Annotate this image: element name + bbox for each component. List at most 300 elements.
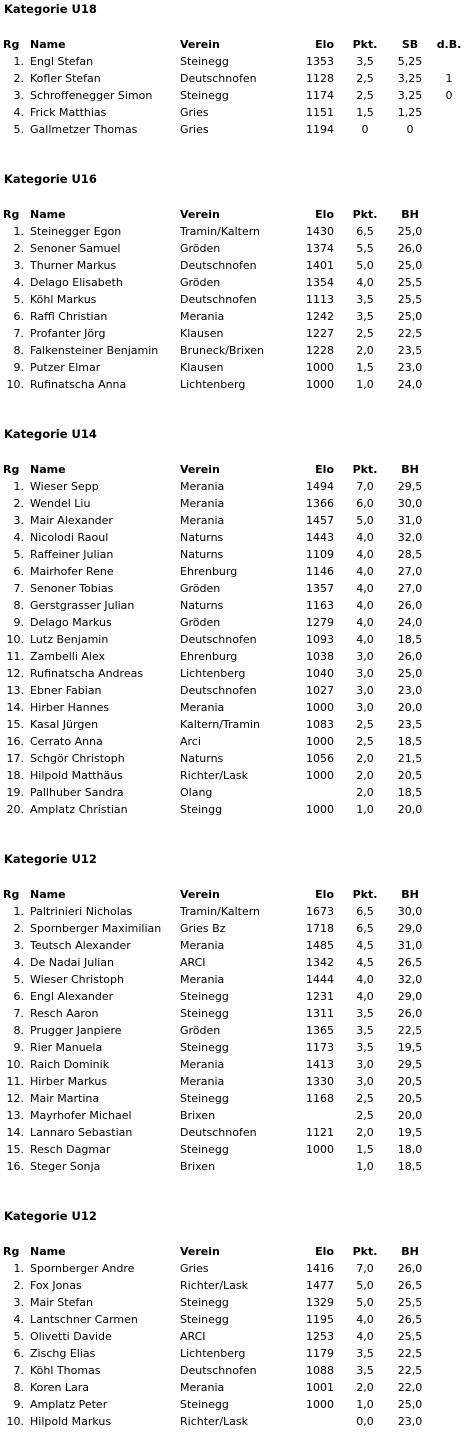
cell-points: 4,5 — [356, 939, 374, 952]
cell-name: Senoner Tobias — [30, 582, 114, 595]
cell-points: 6,5 — [356, 905, 374, 918]
cell-tiebreak: 20,0 — [397, 1109, 423, 1122]
cell-club: Steingg — [180, 803, 223, 816]
table-row — [0, 699, 466, 716]
cell-tiebreak: 22,5 — [397, 327, 423, 340]
cell-name: Resch Dagmar — [30, 1143, 111, 1156]
cell-elo: 1494 — [306, 480, 334, 493]
table-row — [0, 1158, 466, 1175]
cell-rank: 11. — [6, 1075, 24, 1088]
cell-club: Merania — [180, 1058, 225, 1071]
cell-name: Steger Sonja — [30, 1160, 101, 1173]
table-row — [0, 937, 466, 954]
cell-rank: 1. — [13, 905, 24, 918]
table-row — [0, 121, 466, 138]
cell-club: Lichtenberg — [180, 378, 246, 391]
table-row — [0, 1073, 466, 1090]
cell-club: Naturns — [180, 548, 224, 561]
cell-points: 3,5 — [356, 1364, 374, 1377]
cell-points: 1,5 — [356, 1143, 374, 1156]
cell-name: Köhl Thomas — [30, 1364, 101, 1377]
table-header — [0, 206, 466, 223]
cell-tiebreak: 25,0 — [397, 259, 423, 272]
cell-name: Mayrhofer Michael — [30, 1109, 132, 1122]
cell-rank: 14. — [6, 701, 24, 714]
cell-name: Raffeiner Julian — [30, 548, 114, 561]
cell-club: Gröden — [180, 582, 221, 595]
cell-name: Nicolodi Raoul — [30, 531, 109, 544]
table-row — [0, 1277, 466, 1294]
table-row — [0, 529, 466, 546]
table-row — [0, 631, 466, 648]
cell-club: Brixen — [180, 1160, 216, 1173]
cell-tiebreak: 20,5 — [397, 1092, 423, 1105]
cell-elo: 1001 — [306, 1381, 334, 1394]
column-header-points: Pkt. — [352, 463, 378, 476]
table-row — [0, 1039, 466, 1056]
table-row — [0, 733, 466, 750]
cell-points: 4,0 — [356, 1330, 374, 1343]
cell-name: Schgör Christoph — [30, 752, 125, 765]
cell-club: Deutschnofen — [180, 633, 257, 646]
cell-rank: 3. — [13, 1296, 24, 1309]
cell-tiebreak: 23,0 — [397, 1415, 423, 1428]
cell-points: 3,5 — [356, 1024, 374, 1037]
cell-elo: 1000 — [306, 701, 334, 714]
cell-elo: 1253 — [306, 1330, 334, 1343]
cell-club: Steinegg — [180, 1092, 229, 1105]
cell-elo: 1413 — [306, 1058, 334, 1071]
cell-name: Engl Alexander — [30, 990, 114, 1003]
cell-name: Hilpold Markus — [30, 1415, 112, 1428]
cell-tiebreak: 23,0 — [397, 361, 423, 374]
column-header-name: Name — [30, 1245, 66, 1258]
cell-club: Naturns — [180, 531, 224, 544]
column-header-club: Verein — [180, 208, 220, 221]
cell-rank: 1. — [13, 55, 24, 68]
cell-elo: 1040 — [306, 667, 334, 680]
cell-rank: 7. — [13, 1007, 24, 1020]
table-row — [0, 495, 466, 512]
cell-elo: 1374 — [306, 242, 334, 255]
table-row — [0, 920, 466, 937]
cell-points: 5,0 — [356, 1296, 374, 1309]
cell-club: Ehrenburg — [180, 565, 238, 578]
cell-rank: 6. — [13, 310, 24, 323]
cell-tiebreak: 26,0 — [397, 242, 423, 255]
cell-points: 4,5 — [356, 956, 374, 969]
category-title: Kategorie U18 — [4, 2, 97, 16]
table-row — [0, 580, 466, 597]
cell-name: Hirber Hannes — [30, 701, 110, 714]
table-row — [0, 478, 466, 495]
cell-club: Gröden — [180, 276, 221, 289]
column-header-direct-encounter: d.B. — [436, 38, 462, 51]
cell-rank: 4. — [13, 276, 24, 289]
cell-tiebreak: 19,5 — [397, 1126, 423, 1139]
cell-elo: 1168 — [306, 1092, 334, 1105]
cell-rank: 13. — [6, 684, 24, 697]
cell-club: Merania — [180, 939, 225, 952]
cell-club: ARCI — [180, 956, 206, 969]
cell-club: Merania — [180, 310, 225, 323]
cell-rank: 5. — [13, 973, 24, 986]
table-row — [0, 223, 466, 240]
cell-tiebreak: 1,25 — [397, 106, 423, 119]
cell-name: Rier Manuela — [30, 1041, 103, 1054]
category-title: Kategorie U12 — [4, 1209, 97, 1223]
cell-tiebreak: 27,0 — [397, 582, 423, 595]
column-header-elo: Elo — [315, 208, 334, 221]
cell-name: Spornberger Maximilian — [30, 922, 162, 935]
cell-name: Raffl Christian — [30, 310, 108, 323]
cell-club: Gröden — [180, 242, 221, 255]
cell-points: 5,0 — [356, 1279, 374, 1292]
cell-elo: 1477 — [306, 1279, 334, 1292]
cell-club: Steinegg — [180, 1296, 229, 1309]
table-row — [0, 1345, 466, 1362]
cell-elo: 1163 — [306, 599, 334, 612]
column-header-club: Verein — [180, 888, 220, 901]
cell-club: Merania — [180, 514, 225, 527]
table-header — [0, 461, 466, 478]
cell-points: 2,5 — [356, 1092, 374, 1105]
cell-tiebreak: 32,0 — [397, 531, 423, 544]
cell-elo: 1673 — [306, 905, 334, 918]
cell-elo: 1000 — [306, 769, 334, 782]
cell-rank: 3. — [13, 514, 24, 527]
cell-tiebreak: 25,0 — [397, 225, 423, 238]
cell-elo: 1113 — [306, 293, 334, 306]
cell-rank: 9. — [13, 1041, 24, 1054]
cell-club: Steinegg — [180, 1041, 229, 1054]
table-row — [0, 1294, 466, 1311]
table-row — [0, 665, 466, 682]
cell-tiebreak: 26,5 — [397, 1313, 423, 1326]
cell-club: Richter/Lask — [180, 1415, 248, 1428]
table-row — [0, 1022, 466, 1039]
table-row — [0, 954, 466, 971]
cell-club: Olang — [180, 786, 213, 799]
table-row — [0, 1124, 466, 1141]
cell-elo: 1195 — [306, 1313, 334, 1326]
table-row — [0, 784, 466, 801]
column-header-rank: Rg — [3, 38, 20, 51]
cell-club: Steinegg — [180, 1313, 229, 1326]
table-row — [0, 767, 466, 784]
cell-elo: 1416 — [306, 1262, 334, 1275]
cell-rank: 7. — [13, 327, 24, 340]
cell-points: 2,0 — [356, 344, 374, 357]
cell-club: Gröden — [180, 1024, 221, 1037]
cell-club: Klausen — [180, 327, 224, 340]
cell-rank: 5. — [13, 1330, 24, 1343]
cell-points: 4,0 — [356, 616, 374, 629]
cell-rank: 13. — [6, 1109, 24, 1122]
cell-tiebreak: 30,0 — [397, 905, 423, 918]
cell-club: Merania — [180, 480, 225, 493]
cell-club: Lichtenberg — [180, 667, 246, 680]
cell-tiebreak: 28,5 — [397, 548, 423, 561]
cell-rank: 10. — [6, 633, 24, 646]
cell-tiebreak: 20,0 — [397, 701, 423, 714]
cell-name: Gerstgrasser Julian — [30, 599, 135, 612]
cell-points: 2,0 — [356, 1381, 374, 1394]
cell-direct-encounter: 1 — [445, 72, 453, 85]
cell-name: Lantschner Carmen — [30, 1313, 138, 1326]
cell-tiebreak: 29,5 — [397, 480, 423, 493]
cell-tiebreak: 26,0 — [397, 1007, 423, 1020]
cell-rank: 10. — [6, 1415, 24, 1428]
cell-name: Resch Aaron — [30, 1007, 99, 1020]
cell-tiebreak: 32,0 — [397, 973, 423, 986]
cell-club: Gries — [180, 123, 209, 136]
column-header-club: Verein — [180, 38, 220, 51]
cell-club: Deutschnofen — [180, 684, 257, 697]
cell-rank: 16. — [6, 1160, 24, 1173]
cell-elo: 1000 — [306, 1398, 334, 1411]
cell-elo: 1311 — [306, 1007, 334, 1020]
cell-name: Mair Stefan — [30, 1296, 93, 1309]
cell-elo: 1151 — [306, 106, 334, 119]
column-header-name: Name — [30, 38, 66, 51]
cell-elo: 1366 — [306, 497, 334, 510]
cell-points: 1,0 — [356, 1160, 374, 1173]
cell-rank: 5. — [13, 123, 24, 136]
table-row — [0, 53, 466, 70]
cell-club: Deutschnofen — [180, 293, 257, 306]
cell-points: 2,0 — [356, 786, 374, 799]
cell-points: 2,5 — [356, 1109, 374, 1122]
cell-elo: 1444 — [306, 973, 334, 986]
table-row — [0, 1362, 466, 1379]
table-row — [0, 750, 466, 767]
cell-tiebreak: 25,0 — [397, 1398, 423, 1411]
cell-club: Naturns — [180, 752, 224, 765]
column-header-tiebreak: BH — [401, 208, 419, 221]
cell-points: 2,5 — [356, 735, 374, 748]
cell-elo: 1242 — [306, 310, 334, 323]
cell-club: Merania — [180, 497, 225, 510]
cell-rank: 7. — [13, 1364, 24, 1377]
cell-club: Merania — [180, 973, 225, 986]
cell-rank: 2. — [13, 242, 24, 255]
cell-elo: 1329 — [306, 1296, 334, 1309]
cell-points: 3,5 — [356, 55, 374, 68]
cell-elo: 1330 — [306, 1075, 334, 1088]
cell-name: Delago Elisabeth — [30, 276, 123, 289]
cell-elo: 1174 — [306, 89, 334, 102]
cell-points: 3,5 — [356, 1041, 374, 1054]
cell-elo: 1000 — [306, 803, 334, 816]
cell-club: Gries Bz — [180, 922, 226, 935]
cell-name: Kasal Jürgen — [30, 718, 99, 731]
column-header-points: Pkt. — [352, 888, 378, 901]
cell-name: Lannaro Sebastian — [30, 1126, 133, 1139]
table-row — [0, 716, 466, 733]
cell-elo: 1000 — [306, 378, 334, 391]
category-title: Kategorie U16 — [4, 172, 97, 186]
cell-elo: 1128 — [306, 72, 334, 85]
category-title: Kategorie U14 — [4, 427, 97, 441]
cell-elo: 1194 — [306, 123, 334, 136]
cell-elo: 1354 — [306, 276, 334, 289]
cell-club: Steinegg — [180, 55, 229, 68]
cell-points: 7,0 — [356, 480, 374, 493]
cell-rank: 5. — [13, 293, 24, 306]
cell-elo: 1365 — [306, 1024, 334, 1037]
cell-rank: 6. — [13, 1347, 24, 1360]
cell-club: Gries — [180, 106, 209, 119]
cell-tiebreak: 31,0 — [397, 514, 423, 527]
cell-elo: 1353 — [306, 55, 334, 68]
cell-rank: 1. — [13, 1262, 24, 1275]
cell-rank: 14. — [6, 1126, 24, 1139]
cell-points: 0 — [361, 123, 369, 136]
cell-tiebreak: 20,5 — [397, 769, 423, 782]
cell-points: 6,5 — [356, 922, 374, 935]
table-row — [0, 971, 466, 988]
cell-club: Deutschnofen — [180, 259, 257, 272]
cell-rank: 4. — [13, 956, 24, 969]
cell-tiebreak: 27,0 — [397, 565, 423, 578]
column-header-tiebreak: BH — [401, 463, 419, 476]
table-row — [0, 1260, 466, 1277]
cell-points: 1,0 — [356, 378, 374, 391]
cell-tiebreak: 26,5 — [397, 1279, 423, 1292]
cell-tiebreak: 18,5 — [397, 786, 423, 799]
cell-points: 1,0 — [356, 803, 374, 816]
column-header-elo: Elo — [315, 1245, 334, 1258]
column-header-rank: Rg — [3, 1245, 20, 1258]
cell-points: 2,5 — [356, 72, 374, 85]
cell-club: Deutschnofen — [180, 1364, 257, 1377]
cell-rank: 17. — [6, 752, 24, 765]
cell-name: Olivetti Davide — [30, 1330, 112, 1343]
table-row — [0, 1379, 466, 1396]
cell-tiebreak: 19,5 — [397, 1041, 423, 1054]
cell-elo: 1430 — [306, 225, 334, 238]
cell-tiebreak: 18,0 — [397, 1143, 423, 1156]
cell-rank: 3. — [13, 89, 24, 102]
cell-points: 1,5 — [356, 106, 374, 119]
cell-elo: 1179 — [306, 1347, 334, 1360]
cell-club: Deutschnofen — [180, 72, 257, 85]
cell-points: 4,0 — [356, 548, 374, 561]
cell-points: 3,5 — [356, 293, 374, 306]
cell-club: Deutschnofen — [180, 1126, 257, 1139]
column-header-name: Name — [30, 888, 66, 901]
cell-rank: 16. — [6, 735, 24, 748]
cell-rank: 3. — [13, 259, 24, 272]
cell-name: Mair Alexander — [30, 514, 113, 527]
cell-tiebreak: 23,5 — [397, 344, 423, 357]
table-row — [0, 614, 466, 631]
cell-name: Hilpold Matthäus — [30, 769, 123, 782]
cell-rank: 7. — [13, 582, 24, 595]
cell-points: 2,0 — [356, 769, 374, 782]
cell-rank: 9. — [13, 1398, 24, 1411]
cell-points: 4,0 — [356, 599, 374, 612]
cell-club: Merania — [180, 1381, 225, 1394]
cell-points: 4,0 — [356, 973, 374, 986]
cell-tiebreak: 26,0 — [397, 599, 423, 612]
table-row — [0, 597, 466, 614]
table-row — [0, 988, 466, 1005]
cell-elo: 1038 — [306, 650, 334, 663]
cell-rank: 2. — [13, 72, 24, 85]
cell-name: Koren Lara — [30, 1381, 90, 1394]
cell-points: 4,0 — [356, 276, 374, 289]
cell-rank: 5. — [13, 548, 24, 561]
cell-name: Wieser Christoph — [30, 973, 124, 986]
cell-rank: 2. — [13, 497, 24, 510]
cell-rank: 8. — [13, 1381, 24, 1394]
table-row — [0, 257, 466, 274]
cell-tiebreak: 23,5 — [397, 718, 423, 731]
cell-name: Hirber Markus — [30, 1075, 108, 1088]
cell-rank: 1. — [13, 225, 24, 238]
cell-points: 2,5 — [356, 89, 374, 102]
cell-name: Köhl Markus — [30, 293, 97, 306]
table-row — [0, 1328, 466, 1345]
cell-elo: 1146 — [306, 565, 334, 578]
cell-name: Lutz Benjamin — [30, 633, 109, 646]
cell-name: Wendel Liu — [30, 497, 91, 510]
cell-club: Steinegg — [180, 990, 229, 1003]
cell-name: Thurner Markus — [30, 259, 117, 272]
cell-points: 3,5 — [356, 1347, 374, 1360]
cell-rank: 6. — [13, 990, 24, 1003]
column-header-club: Verein — [180, 463, 220, 476]
cell-elo: 1088 — [306, 1364, 334, 1377]
cell-tiebreak: 25,5 — [397, 276, 423, 289]
cell-points: 5,0 — [356, 514, 374, 527]
table-row — [0, 648, 466, 665]
table-row — [0, 1056, 466, 1073]
cell-club: Steinegg — [180, 89, 229, 102]
cell-name: Zischg Elias — [30, 1347, 96, 1360]
cell-elo: 1000 — [306, 1143, 334, 1156]
cell-rank: 9. — [13, 616, 24, 629]
cell-points: 3,0 — [356, 1058, 374, 1071]
cell-name: Spornberger Andre — [30, 1262, 135, 1275]
cell-rank: 8. — [13, 1024, 24, 1037]
cell-tiebreak: 22,0 — [397, 1381, 423, 1394]
cell-club: Richter/Lask — [180, 769, 248, 782]
cell-club: Gries — [180, 1262, 209, 1275]
cell-club: Naturns — [180, 599, 224, 612]
cell-name: De Nadai Julian — [30, 956, 115, 969]
cell-points: 6,0 — [356, 497, 374, 510]
cell-rank: 19. — [6, 786, 24, 799]
cell-tiebreak: 22,5 — [397, 1347, 423, 1360]
cell-points: 4,0 — [356, 1313, 374, 1326]
cell-direct-encounter: 0 — [445, 89, 453, 102]
table-row — [0, 308, 466, 325]
cell-rank: 8. — [13, 599, 24, 612]
table-row — [0, 291, 466, 308]
cell-name: Rufinatscha Anna — [30, 378, 127, 391]
column-header-elo: Elo — [315, 38, 334, 51]
table-row — [0, 1005, 466, 1022]
cell-club: Gröden — [180, 616, 221, 629]
cell-tiebreak: 25,5 — [397, 1330, 423, 1343]
cell-name: Falkensteiner Benjamin — [30, 344, 159, 357]
cell-points: 4,0 — [356, 990, 374, 1003]
column-header-tiebreak: BH — [401, 888, 419, 901]
cell-points: 1,5 — [356, 361, 374, 374]
